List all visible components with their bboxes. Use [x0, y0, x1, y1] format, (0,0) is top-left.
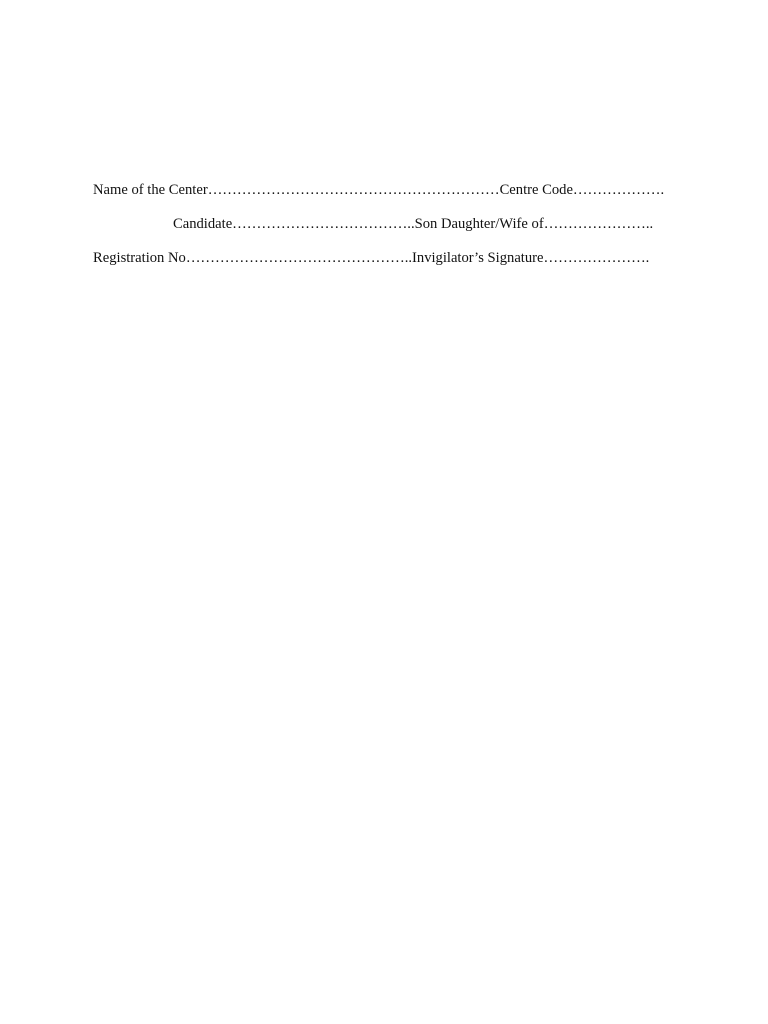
center-line	[93, 179, 685, 213]
invigilator-signature-blank: ………………….	[543, 250, 650, 266]
candidate-line	[93, 213, 685, 247]
invigilator-signature-label: Invigilator’s Signature	[412, 250, 544, 266]
candidate-details-form	[93, 179, 685, 281]
registration-blank: ………………………………………..	[185, 250, 413, 266]
relation-blank: …………………..	[543, 216, 654, 232]
registration-line	[93, 247, 685, 281]
candidate-blank: ………………………………..	[232, 216, 415, 232]
relation-label: Son Daughter/Wife of	[414, 216, 544, 232]
registration-label: Registration No	[93, 250, 186, 266]
center-name-blank: ……………………………………………………	[207, 182, 500, 198]
candidate-label: Candidate	[173, 216, 233, 232]
centre-code-label: Centre Code	[499, 182, 573, 198]
center-name-label: Name of the Center	[93, 182, 208, 198]
centre-code-blank: ……………….	[572, 182, 665, 198]
